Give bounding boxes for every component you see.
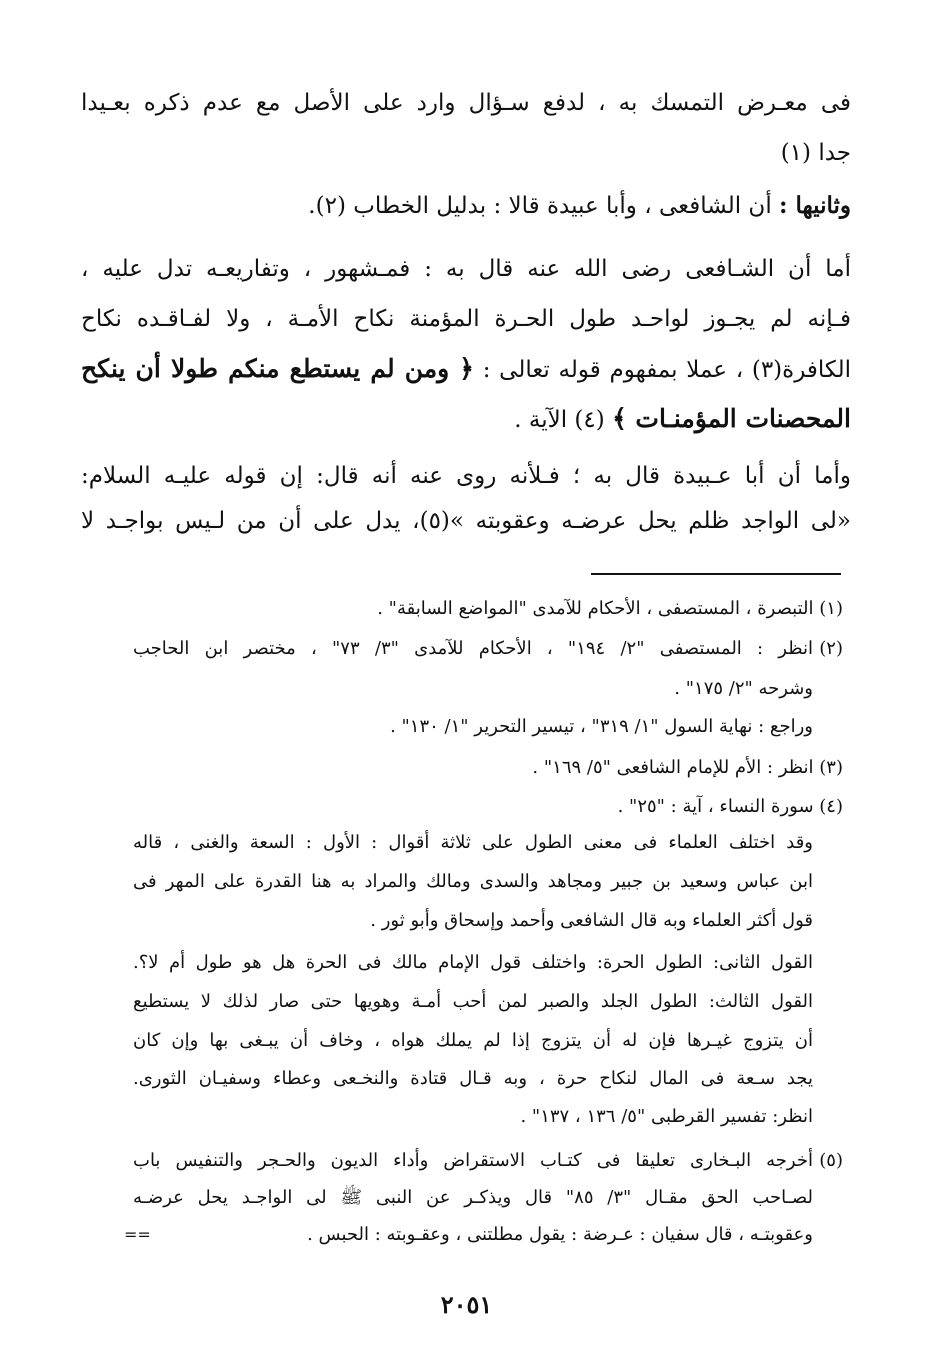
footnote-4-line-7: أن يتزوج غيـرها فإن له أن يتزوج إذا لم يملك هواه ، وخاف أن يبـغى بها وإن كان <box>133 1030 813 1051</box>
paragraph-1-line-2: جدا (١) <box>780 140 851 166</box>
footnote-3-number: (٣) <box>819 757 843 778</box>
footnote-1-number: (١) <box>819 598 843 619</box>
footnote-4-line-3: ابن عباس وسعيد بن جبير ومجاهد والسدى ومالك والمراد به هنا القدرة على المهر فى <box>133 871 813 892</box>
footnote-1-text: التبصرة ، المستصفى ، الأحكام للآمدى "المواضع السابقة" . <box>377 598 814 619</box>
paragraph-2-lead: وثانيها : <box>779 192 851 219</box>
footnote-2-number: (٢) <box>819 638 843 659</box>
page-number: ٢٠٥١ <box>440 1290 493 1319</box>
footnote-2-line-1: انظر : المستصفى "٢/ ١٩٤" ، الأحكام للآمدى "٣/ ٧٣" ، مختصر ابن الحاجب <box>133 638 814 659</box>
paragraph-1-line-1: فى معـرض التمسك به ، لدفع سـؤال وارد على الأصل مع عدم ذكره بعـيدا <box>81 90 851 116</box>
footnote-4-line-6: القول الثالث: الطول الجلد والصبر لمن أحب أمـة وهويها حتى صار لذلك لا يستطيع <box>133 991 813 1012</box>
footnote-4 <box>618 794 843 820</box>
footnote-5-line-2: لصـاحب الحق مقـال "٣/ ٨٥" قال ويذكـر عن النبى ﷺ لى الواجـد يحل عرضـه <box>133 1187 813 1208</box>
paragraph-4-line-1: وأما أن أبا عـبيدة قال به ؛ فـلأنه روى عنه أنه قال: إن قوله عليـه السلام: <box>81 463 851 489</box>
footnote-1 <box>377 596 843 622</box>
paragraph-2 <box>308 190 851 222</box>
paragraph-2-text: أن الشافعى ، وأبا عبيدة قالا : بدليل الخطاب (٢). <box>308 193 772 219</box>
footnote-3-text: انظر : الأم للإمام الشافعى "٥/ ١٦٩" . <box>532 757 814 778</box>
footnote-4-line-4: قول أكثر العلماء وبه قال الشافعى وأحمد وإسحاق وأبو ثور . <box>370 910 813 931</box>
footnote-3 <box>532 755 843 781</box>
footnote-4-line-9: انظر: تفسير القرطبى "٥/ ١٣٦ ، ١٣٧" . <box>520 1106 813 1127</box>
quran-verse-part-1: ﴿ ومن لم يستطع منكم طولا أن ينكح <box>81 354 474 383</box>
footnote-2-line-3: وراجع : نهاية السول "١/ ٣١٩" ، تيسير التحرير "١/ ١٣٠" . <box>390 716 813 737</box>
footnote-4-text: سورة النساء ، آية : "٢٥" . <box>617 796 814 817</box>
paragraph-3-line-3-text: الكافرة(٣) ، عملا بمفهوم قوله تعالى : <box>482 357 851 383</box>
footnote-separator <box>591 573 841 575</box>
paragraph-3-line-4-text: (٤) الآية . <box>514 407 605 433</box>
quran-verse-part-2: المحصنات المؤمنـات ﴾ <box>612 404 851 433</box>
paragraph-3-line-3 <box>81 353 851 386</box>
footnote-5-number: (٥) <box>819 1150 843 1171</box>
paragraph-4-line-2: «لى الواجد ظلم يحل عرضـه وعقوبته »(٥)، يدل على أن من لـيس بواجـد لا <box>81 508 851 534</box>
footnote-4-number: (٤) <box>819 796 843 817</box>
paragraph-3-line-4 <box>514 403 851 436</box>
footnote-2-line-2: وشرحه "٢/ ١٧٥" . <box>674 678 813 699</box>
footnote-4-line-8: يجد سـعة فى المال لنكاح حرة ، وبه قـال قتادة والنخـعى وعطاء وسفيـان الثورى. <box>133 1068 813 1089</box>
footnote-4-line-5: القول الثانى: الطول الحرة: واختلف قول الإمام مالك فى الحرة هل هو طول أم لا؟. <box>133 952 813 973</box>
paragraph-3-line-1: أما أن الشـافعى رضى الله عنه قال به : فمـشهور ، وتفاريعـه تدل عليه ، <box>81 256 851 282</box>
continuation-marker: == <box>124 1225 151 1244</box>
footnote-5-line-1: أخرجه البـخارى تعليقا فى كتـاب الاستقراض وأداء الديون والحـجر والتنفيس باب <box>133 1150 813 1171</box>
footnote-5-line-3: وعقوبتـه ، قال سفيان : عـرضة : يقول مطلتنى ، وعقـوبته : الحبس . <box>307 1224 813 1245</box>
paragraph-3-line-2: فـإنه لم يجـوز لواحـد طول الحـرة المؤمنة نكاح الأمـة ، ولا لفـاقـده نكاح <box>81 306 851 332</box>
footnote-4-line-2: وقد اختلف العلماء فى معنى الطول على ثلاثة أقوال : الأول : السعة والغنى ، قاله <box>133 832 813 853</box>
